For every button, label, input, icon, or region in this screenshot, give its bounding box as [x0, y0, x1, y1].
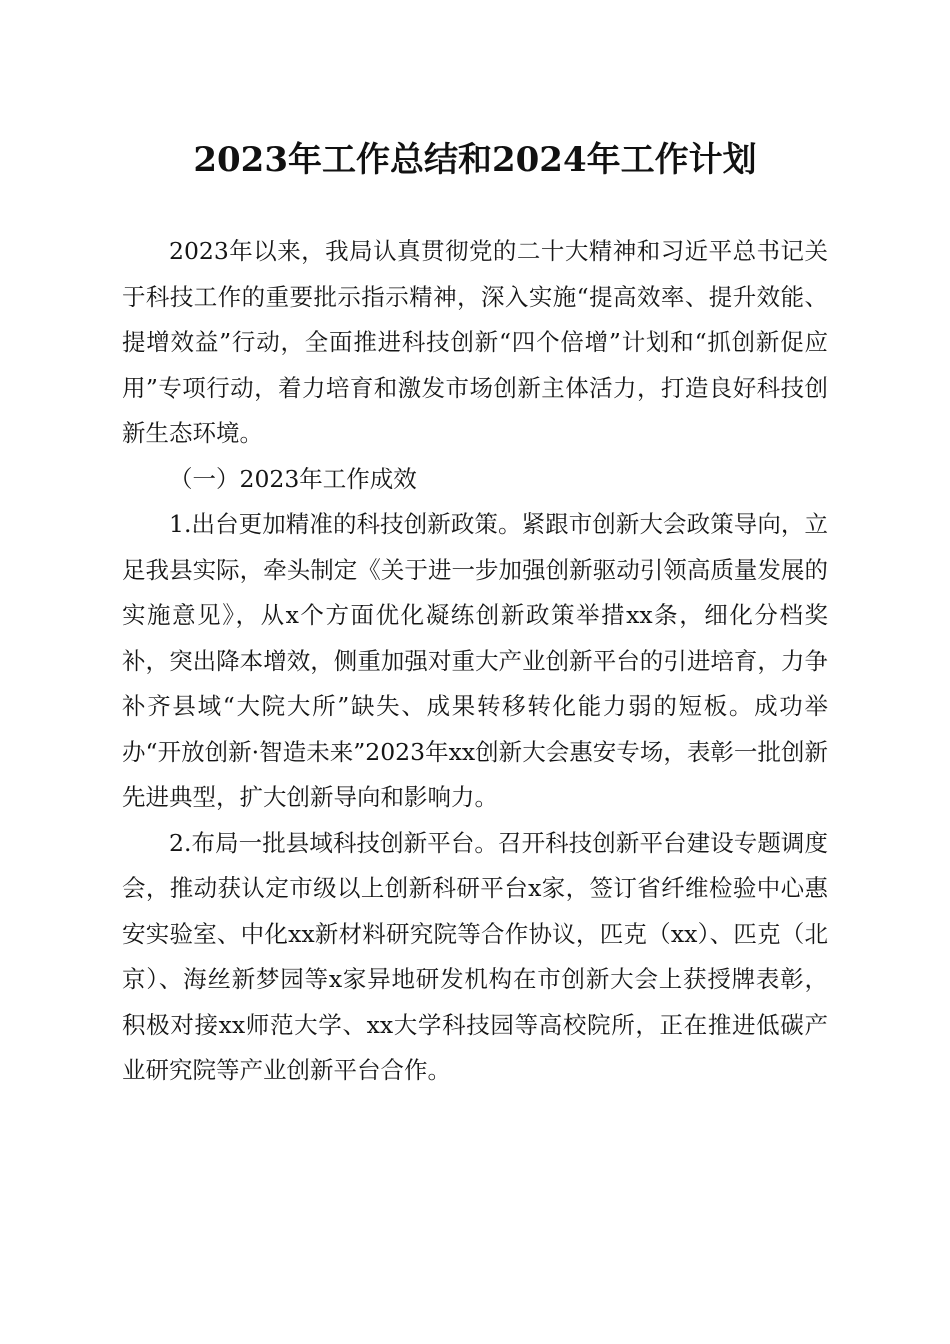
paragraph-platform: 2.布局一批县域科技创新平台。召开科技创新平台建设专题调度会，推动获认定市级以上创新科研平台x家，签订省纤维检验中心惠安实验室、中化xx新材料研究院等合作协议，匹克（xx）、匹克（北京）、海丝新梦园等x家异地研发机构在市创新大会上获授牌表彰，积极对接xx师范大学、xx大学科技园等高校院所，正在推进低碳产业研究院等产业创新平台合作。	[122, 828, 828, 1084]
intro-paragraph: 2023年以来，我局认真贯彻党的二十大精神和习近平总书记关于科技工作的重要批示指示精神，深入实施“提高效率、提升效能、提增效益”行动，全面推进科技创新“四个倍增”计划和“抓创新促应用”专项行动，着力培育和激发市场创新主体活力，打造良好科技创新生态环境。	[122, 237, 828, 447]
document-title: 2023年工作总结和2024年工作计划	[193, 140, 757, 180]
section-heading: （一）2023年工作成效	[169, 464, 417, 493]
paragraph-policy: 1.出台更加精准的科技创新政策。紧跟市创新大会政策导向，立足我县实际，牵头制定《关于进一步加强创新驱动引领高质量发展的实施意见》，从x个方面优化凝练创新政策举措xx条，细化分档奖补，突出降本增效，侧重加强对重大产业创新平台的引进培育，力争补齐县域“大院大所”缺失、成果转移转化能力弱的短板。成功举办“开放创新·智造未来”2023年xx创新大会惠安专场，表彰一批创新先进典型，扩大创新导向和影响力。	[122, 510, 828, 811]
document-body	[122, 229, 828, 1094]
